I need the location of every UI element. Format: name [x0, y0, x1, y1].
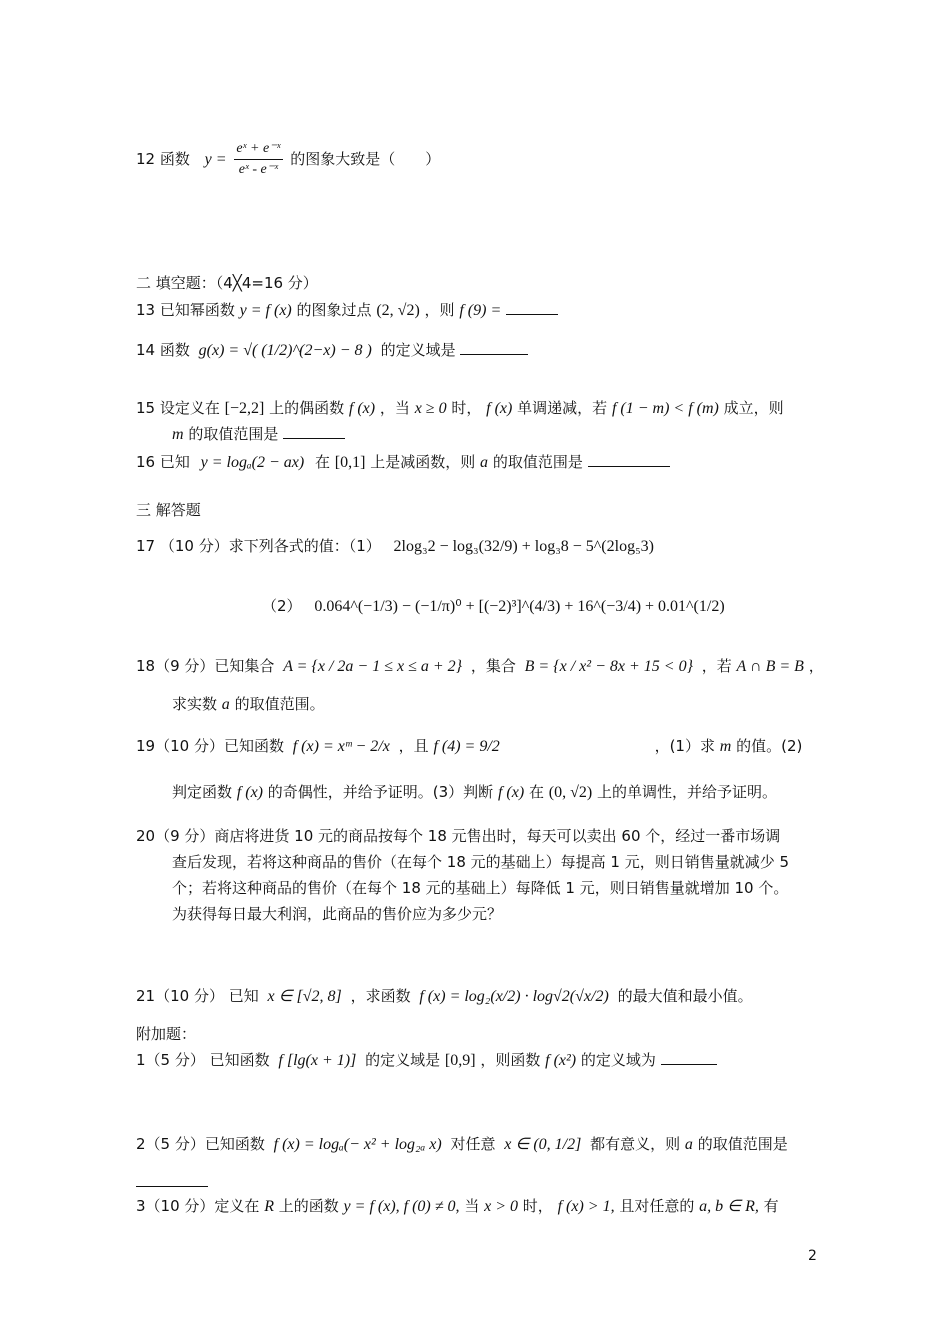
extra-1-text-a: 1（5 分） 已知函数: [136, 1051, 270, 1069]
q15-interval: [−2,2]: [224, 400, 265, 417]
q21-function: f (x) = log₂(x/2) · log√2(√x/2): [419, 988, 609, 1005]
extra-1-fx2: f (x²): [545, 1052, 577, 1069]
q18-text-l2: 求实数: [172, 695, 218, 713]
page-number: 2: [808, 1248, 817, 1264]
q19-text-l2a: 判定函数: [172, 783, 233, 801]
q18-line-2: [172, 694, 325, 715]
extra-1-text-c: 的定义域是: [365, 1051, 441, 1069]
q19-fx: f (x): [236, 784, 263, 801]
q15-condition: x ≥ 0: [414, 400, 447, 417]
extra-3-text-g: 时，: [522, 1197, 553, 1215]
q15-inequality: f (1 − m) < f (m): [611, 400, 719, 417]
q17-formula-2: 0.064^(−1/3) − (−1/π)⁰ + [(−2)³]^(4/3) + 16^(−3/4) + 0.01^(1/2): [314, 598, 725, 615]
q18-text-g: ，: [808, 657, 824, 675]
q19-interval: (0, √2): [548, 784, 593, 801]
q12-label: 12 函数: [136, 150, 190, 168]
q12-fraction: [234, 139, 282, 180]
q16-function: y = logₐ(2 − ax): [200, 454, 305, 471]
section-2-title: 二 填空题：（4╳4=16 分）: [136, 274, 318, 292]
q19-variable-m: m: [719, 738, 732, 755]
q21-text-a: 21（10 分） 已知: [136, 987, 259, 1005]
q15-text-range: 的取值范围是: [188, 425, 279, 443]
q18-set-b: B = {x / x² − 8x + 15 < 0}: [524, 658, 693, 675]
q21: [136, 986, 753, 1007]
q16-text-c: 在: [315, 453, 331, 471]
extra-3-text-i: 且对任意的: [619, 1197, 695, 1215]
q16-variable-a: a: [480, 454, 489, 471]
q21-text-e: 的最大值和最小值。: [617, 987, 753, 1005]
q15-answer-blank: [283, 424, 345, 439]
extra-3-text-c: 上的函数: [278, 1197, 339, 1215]
q16-text-a: 16 已知: [136, 453, 190, 471]
extra-1-text-e: ，则函数: [480, 1051, 541, 1069]
q15-line-2: [172, 424, 345, 445]
q13: [136, 300, 558, 321]
q16: [136, 452, 670, 473]
q16-answer-blank: [588, 452, 670, 467]
q17-part-2: [262, 596, 725, 617]
q20-line-4: 为获得每日最大利润，此商品的售价应为多少元？: [172, 905, 503, 923]
q15: [136, 398, 784, 419]
q18-text-c: ，集合: [470, 657, 516, 675]
q20-line-2: 查后发现，若将这种商品的售价（在每个 18 元的基础上）每提高 1 元，则日销售量就减少 5: [172, 853, 790, 871]
q15-text-a: 15 设定义在: [136, 399, 220, 417]
q12: [136, 139, 440, 180]
q13-power-function: y = f (x): [239, 302, 292, 319]
extra-3-text-k: 有: [763, 1197, 779, 1215]
q14: [136, 340, 528, 361]
q13-text-c: 的图象过点: [296, 301, 372, 319]
q14-answer-blank: [460, 340, 528, 355]
q18-variable-a: a: [221, 696, 230, 713]
extra-3-ab: a, b ∈ R,: [699, 1198, 759, 1215]
q13-point: (2, √2): [376, 302, 420, 319]
q19-condition: f (4) = 9/2: [433, 738, 500, 755]
q15-fx: f (x): [348, 400, 376, 417]
q19-text-l2e: 在: [528, 783, 544, 801]
q15-text-e: ，当: [379, 399, 410, 417]
q19: [136, 736, 802, 757]
q15-text-c: 上的偶函数: [269, 399, 345, 417]
q12-tail: 的图象大致是（ ）: [290, 150, 441, 168]
q19-text-g: 的值。(2): [736, 737, 803, 755]
extra-3-set-r: R: [264, 1198, 274, 1215]
extra-2-text-e: 都有意义，则: [590, 1135, 681, 1153]
extra-3-condition: x > 0: [484, 1198, 519, 1215]
extra-2-answer-blank: [136, 1186, 208, 1187]
q21-text-c: ，求函数: [350, 987, 411, 1005]
extra-3-fx-gt-1: f (x) > 1,: [557, 1198, 615, 1215]
extra-2: [136, 1134, 788, 1155]
q20-line-3: 个；若将这种商品的售价（在每个 18 元的基础上）每降低 1 元，则日销售量就增加 10 个。: [172, 879, 789, 897]
q15-text-i: 单调递减，若: [517, 399, 608, 417]
extra-3-function: y = f (x), f (0) ≠ 0,: [343, 1198, 460, 1215]
q13-value: f (9) =: [459, 302, 502, 319]
q19-text-a: 19（10 分）已知函数: [136, 737, 284, 755]
q15-variable-m: m: [172, 426, 184, 443]
extra-3-text-a: 3（10 分）定义在: [136, 1197, 260, 1215]
q19-text-l2c: 的奇偶性，并给予证明。(3）判断: [267, 783, 494, 801]
q12-denominator: eˣ - e⁻ˣ: [238, 162, 279, 177]
q12-lhs: y =: [204, 151, 227, 168]
q15-text-g: 时，: [451, 399, 482, 417]
extra-1-answer-blank: [661, 1050, 717, 1065]
q18-set-a: A = {x / 2a − 1 ≤ x ≤ a + 2}: [283, 658, 463, 675]
q19-text-c: ，且: [398, 737, 429, 755]
extra-2-text-a: 2（5 分）已知函数: [136, 1135, 265, 1153]
extra-3-text-e: 当: [464, 1197, 480, 1215]
q15-text-k: 成立，则: [723, 399, 784, 417]
extra-title: 附加题：: [136, 1025, 197, 1043]
q16-text-g: 的取值范围是: [492, 453, 583, 471]
q14-tail: 的定义域是: [380, 341, 456, 359]
q18-text-l2c: 的取值范围。: [234, 695, 325, 713]
extra-1-composite: f [lg(x + 1)]: [278, 1052, 357, 1069]
q19-function: f (x) = xᵐ − 2/x: [292, 738, 390, 755]
q17-text-a: 17 （10 分）求下列各式的值：（1）: [136, 537, 381, 555]
q18-condition: A ∩ B = B: [736, 658, 804, 675]
q16-interval: [0,1]: [334, 454, 366, 471]
q13-text-a: 13 已知幂函数: [136, 301, 235, 319]
extra-2-variable-a: a: [684, 1136, 693, 1153]
q18-text-a: 18（9 分）已知集合: [136, 657, 275, 675]
q12-numerator: eˣ + e⁻ˣ: [234, 139, 282, 160]
extra-2-interval: x ∈ (0, 1/2]: [504, 1136, 582, 1153]
q19-text-l2g: 上的单调性，并给予证明。: [596, 783, 777, 801]
q13-text-e: ，则: [424, 301, 455, 319]
q17-text-b: （2）: [262, 597, 302, 615]
q19-text-e: ，(1）求: [654, 737, 715, 755]
q20-line-1: 20（9 分）商店将进货 10 元的商品按每个 18 元售出时，每天可以卖出 60 个，经过一番市场调: [136, 827, 781, 845]
q17-part-1: [136, 536, 654, 557]
extra-2-text-c: 对任意: [450, 1135, 496, 1153]
q21-domain: x ∈ [√2, 8]: [267, 988, 342, 1005]
section-3-title: 三 解答题: [136, 501, 201, 519]
q16-text-e: 上是减函数，则: [370, 453, 476, 471]
q14-formula: g(x) = √( (1/2)^(2−x) − 8 ): [198, 342, 372, 359]
extra-1-domain: [0,9]: [444, 1052, 476, 1069]
q14-text-a: 14 函数: [136, 341, 190, 359]
q19-fx-2: f (x): [497, 784, 525, 801]
extra-2-text-g: 的取值范围是: [697, 1135, 788, 1153]
q15-fx-2: f (x): [486, 400, 513, 417]
q17-formula-1: 2log₃2 − log₃(32/9) + log₃8 − 5^(2log₅3): [393, 538, 654, 555]
q18: [136, 656, 824, 677]
q18-text-e: ，若: [701, 657, 732, 675]
extra-1: [136, 1050, 717, 1071]
extra-1-text-g: 的定义域为: [580, 1051, 656, 1069]
q13-answer-blank: [506, 300, 558, 315]
extra-2-function: f (x) = logₐ(− x² + log₂ₐ x): [273, 1136, 442, 1153]
extra-3: [136, 1196, 779, 1217]
q19-line-2: [172, 782, 777, 803]
